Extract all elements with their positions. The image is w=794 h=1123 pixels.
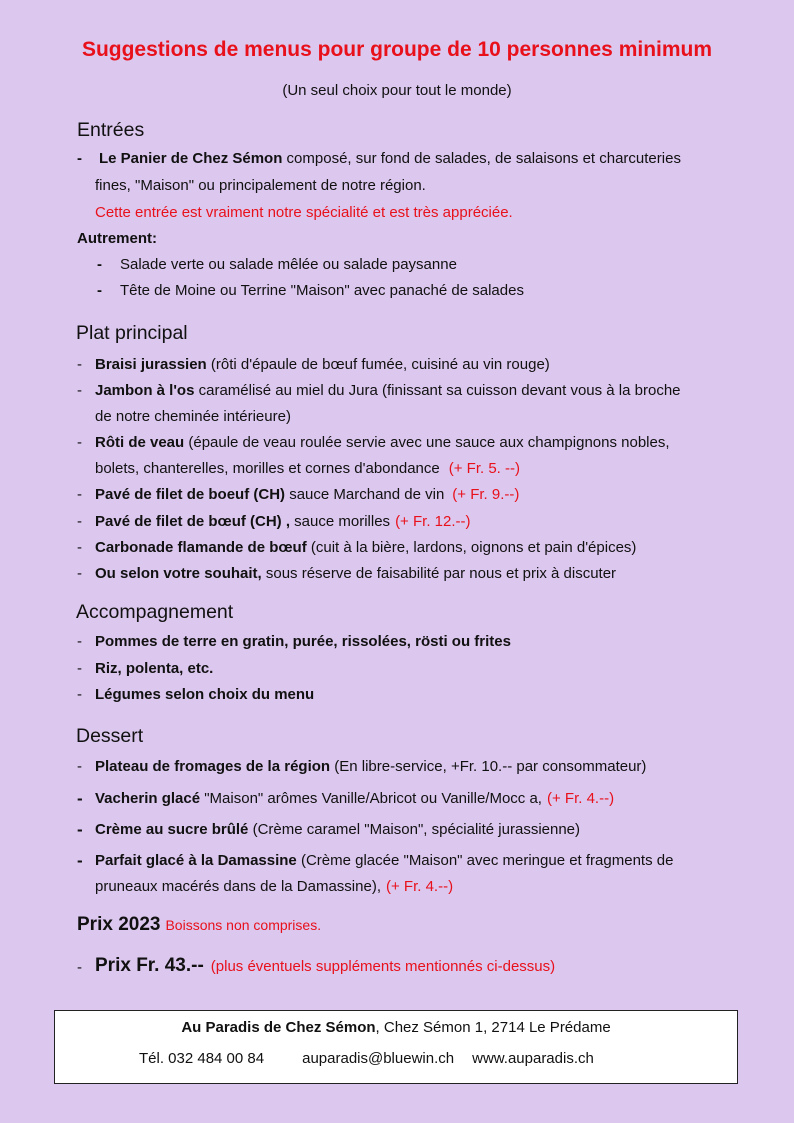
- website-link[interactable]: www.auparadis.ch: [472, 1050, 594, 1067]
- bullet-dash: -: [97, 282, 102, 299]
- dessert-item: [95, 790, 614, 807]
- plat-item-name: Braisi jurassien: [95, 356, 207, 373]
- alt-item: Tête de Moine ou Terrine "Maison" avec panaché de salades: [120, 282, 524, 299]
- dessert-item-name: Vacherin glacé: [95, 790, 201, 807]
- dessert-heading: Dessert: [76, 725, 144, 747]
- dessert-item-desc: (Crème glacée "Maison" avec meringue et fragments de: [296, 852, 674, 869]
- plat-item: [95, 486, 519, 503]
- accompagnement-item: Légumes selon choix du menu: [95, 686, 315, 703]
- bullet-dash: -: [77, 513, 82, 530]
- plat-item-desc: (rôti d'épaule de bœuf fumée, cuisiné au vin rouge): [206, 356, 550, 373]
- accompagnement-item: Pommes de terre en gratin, purée, rissolées, rösti ou frites: [95, 633, 511, 650]
- bullet-dash: -: [77, 851, 83, 870]
- plat-item-name: Rôti de veau: [95, 434, 185, 451]
- contact-details-line: [139, 1050, 632, 1067]
- autrement-label: Autrement:: [77, 230, 158, 247]
- plat-item-desc: (cuit à la bière, lardons, oignons et pain d'épices): [306, 539, 637, 556]
- phone-number: Tél. 032 484 00 84: [139, 1050, 265, 1067]
- bullet-dash: -: [77, 660, 82, 677]
- dessert-item-desc-text: pruneaux macérés dans de la Damassine),: [95, 878, 381, 895]
- prix-heading: Prix 2023: [77, 914, 161, 935]
- dessert-item: [95, 852, 673, 869]
- supplement-price: (+ Fr. 12.--): [395, 513, 471, 530]
- plat-item: [95, 539, 636, 556]
- entree-item-1-desc: composé, sur fond de salades, de salaisons et charcuteries: [282, 150, 681, 167]
- restaurant-name: Au Paradis de Chez Sémon: [181, 1019, 376, 1036]
- bullet-dash: -: [77, 150, 82, 167]
- dessert-item-desc: "Maison" arômes Vanille/Abricot ou Vanille/Mocc a,: [200, 790, 542, 807]
- prix-note: Boissons non comprises.: [165, 917, 322, 933]
- bullet-dash: -: [77, 789, 83, 808]
- price-value: Prix Fr. 43.--: [95, 955, 204, 976]
- price-note: (plus éventuels suppléments mentionnés ci-dessus): [210, 958, 556, 975]
- alt-item: Salade verte ou salade mêlée ou salade paysanne: [120, 256, 457, 273]
- bullet-dash: -: [77, 434, 82, 451]
- bullet-dash: -: [77, 486, 82, 503]
- plat-heading: Plat principal: [76, 322, 188, 344]
- contact-box: [54, 1010, 738, 1084]
- plat-item: [95, 513, 471, 530]
- bullet-dash: -: [77, 382, 82, 399]
- plat-item-name: Ou selon votre souhait,: [95, 565, 262, 582]
- dessert-item-desc: (Crème caramel "Maison", spécialité jurassienne): [248, 821, 581, 838]
- bullet-dash: -: [77, 758, 82, 775]
- entree-item-1: [99, 150, 681, 167]
- bullet-dash: -: [77, 959, 82, 976]
- plat-item-name: Pavé de filet de boeuf (CH): [95, 486, 286, 503]
- plat-item-desc: sauce morilles: [290, 513, 391, 530]
- bullet-dash: -: [77, 565, 82, 582]
- plat-item-desc: sauce Marchand de vin: [285, 486, 445, 503]
- bullet-dash: -: [97, 256, 102, 273]
- plat-item-desc: sous réserve de faisabilité par nous et prix à discuter: [261, 565, 617, 582]
- dessert-item: [95, 821, 580, 838]
- entrees-heading: Entrées: [77, 119, 145, 141]
- plat-item: [95, 356, 550, 373]
- bullet-dash: -: [77, 686, 82, 703]
- entree-item-1-desc-cont: fines, "Maison" ou principalement de notre région.: [95, 177, 426, 194]
- plat-item: [95, 434, 670, 451]
- supplement-price: (+ Fr. 9.--): [452, 486, 520, 503]
- plat-item-desc: (épaule de veau roulée servie avec une sauce aux champignons nobles,: [184, 434, 670, 451]
- accompagnement-item: Riz, polenta, etc.: [95, 660, 214, 677]
- dessert-item-name: Plateau de fromages de la région: [95, 758, 331, 775]
- plat-item-name: Pavé de filet de bœuf (CH) ,: [95, 513, 291, 530]
- plat-item-desc: caramélisé au miel du Jura (finissant sa cuisson devant vous à la broche: [194, 382, 681, 399]
- entree-item-1-note: Cette entrée est vraiment notre spécialité et est très appréciée.: [95, 204, 513, 221]
- plat-item-name: Jambon à l'os: [95, 382, 195, 399]
- bullet-dash: -: [77, 820, 83, 839]
- email-link[interactable]: auparadis@bluewin.ch: [302, 1050, 455, 1067]
- dessert-item-desc-cont: [95, 878, 453, 895]
- dessert-item-desc: (En libre-service, +Fr. 10.-- par consommateur): [330, 758, 647, 775]
- plat-item-desc-cont: de notre cheminée intérieure): [95, 408, 291, 425]
- supplement-price: (+ Fr. 5. --): [448, 460, 520, 477]
- dessert-item-name: Crème au sucre brûlé: [95, 821, 249, 838]
- restaurant-address: , Chez Sémon 1, 2714 Le Prédame: [375, 1019, 611, 1036]
- page-title: Suggestions de menus pour groupe de 10 personnes minimum: [81, 38, 713, 61]
- supplement-price: (+ Fr. 4.--): [546, 790, 615, 807]
- dessert-item-name: Parfait glacé à la Damassine: [95, 852, 297, 869]
- plat-item: [95, 382, 681, 399]
- contact-address-line: [55, 1019, 737, 1036]
- plat-item-desc-cont: [95, 460, 520, 477]
- page-subtitle: (Un seul choix pour tout le monde): [282, 82, 512, 99]
- accompagnement-heading: Accompagnement: [76, 601, 234, 623]
- dessert-item: [95, 758, 646, 775]
- plat-item: [95, 565, 616, 582]
- supplement-price: (+ Fr. 4.--): [385, 878, 454, 895]
- plat-item-name: Carbonade flamande de bœuf: [95, 539, 307, 556]
- bullet-dash: -: [77, 539, 82, 556]
- price-row: [95, 955, 555, 977]
- plat-item-desc-text: bolets, chanterelles, morilles et cornes d'abondance: [95, 460, 440, 477]
- entree-item-1-name: Le Panier de Chez Sémon: [99, 150, 283, 167]
- bullet-dash: -: [77, 633, 82, 650]
- bullet-dash: -: [77, 356, 82, 373]
- prix-heading-row: [77, 914, 321, 936]
